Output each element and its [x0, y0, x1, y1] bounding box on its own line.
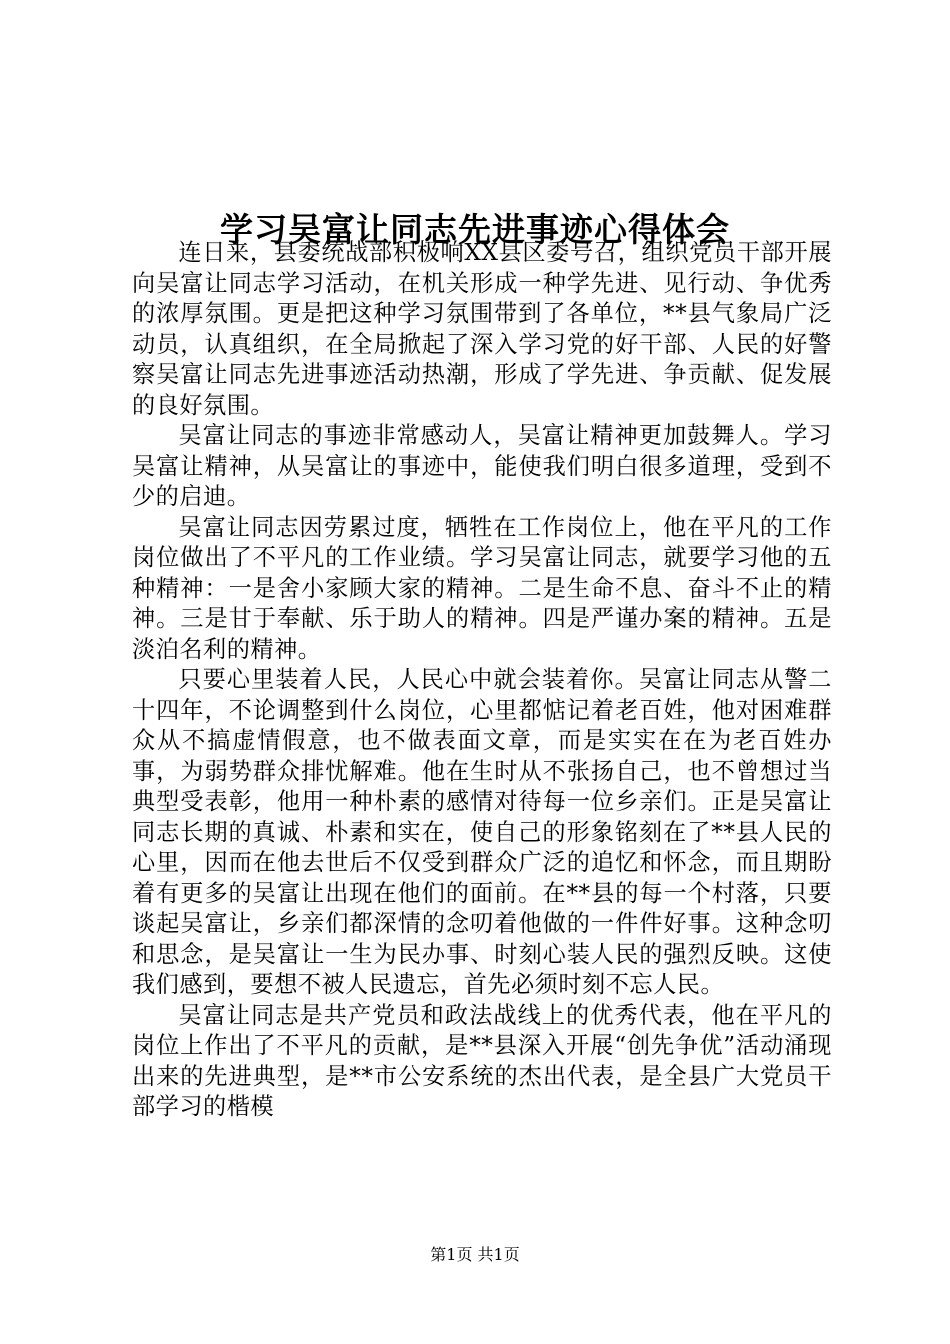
- document-title: 学习吴富让同志先进事迹心得体会: [220, 210, 730, 250]
- page-footer: 第1页 共1页: [430, 1245, 520, 1264]
- paragraph: 吴富让同志因劳累过度，牺牲在工作岗位上，他在平凡的工作岗位做出了不平凡的工作业绩。学习吴富让同志，就要学习他的五种精神：一是舍小家顾大家的精神。二是生命不息、奋斗不止的精神。三是甘于奉献、乐于助人的精神。四是严谨办案的精神。五是淡泊名利的精神。: [132, 513, 832, 663]
- paragraph: 连日来，县委统战部积极响XX县区委号召，组织党员干部开展向吴富让同志学习活动，在机关形成一种学先进、见行动、争优秀的浓厚氛围。更是把这种学习氛围带到了各单位，**县气象局广泛动员，认真组织，在全局掀起了深入学习党的好干部、人民的好警察吴富让同志先进事迹活动热潮，形成了学先进、争贡献、促发展的良好氛围。: [132, 239, 832, 419]
- paragraph: 吴富让同志是共产党员和政法战线上的优秀代表，他在平凡的岗位上作出了不平凡的贡献，是**县深入开展“创先争优”活动涌现出来的先进典型，是**市公安系统的杰出代表，是全县广大党员干部学习的楷模: [132, 1001, 832, 1120]
- paragraph: 只要心里装着人民，人民心中就会装着你。吴富让同志从警二十四年，不论调整到什么岗位，心里都惦记着老百姓，他对困难群众从不搞虚情假意，也不做表面文章，而是实实在在为老百姓办事，为弱势群众排忧解难。他在生时从不张扬自己，也不曾想过当典型受表彰，他用一种朴素的感情对待每一位乡亲们。正是吴富让同志长期的真诚、朴素和实在，使自己的形象铭刻在了**县人民的心里，因而在他去世后不仅受到群众广泛的追忆和怀念，而且期盼着有更多的吴富让出现在他们的面前。在**县的每一个村落，只要谈起吴富让，乡亲们都深情的念叨着他做的一件件好事。这种念叨和思念，是吴富让一生为民办事、时刻心装人民的强烈反映。这使我们感到，要想不被人民遗忘，首先必须时刻不忘人民。: [132, 666, 832, 998]
- document-body: [132, 238, 832, 1123]
- paragraph: 吴富让同志的事迹非常感动人，吴富让精神更加鼓舞人。学习吴富让精神，从吴富让的事迹中，能使我们明白很多道理，受到不少的启迪。: [132, 422, 832, 510]
